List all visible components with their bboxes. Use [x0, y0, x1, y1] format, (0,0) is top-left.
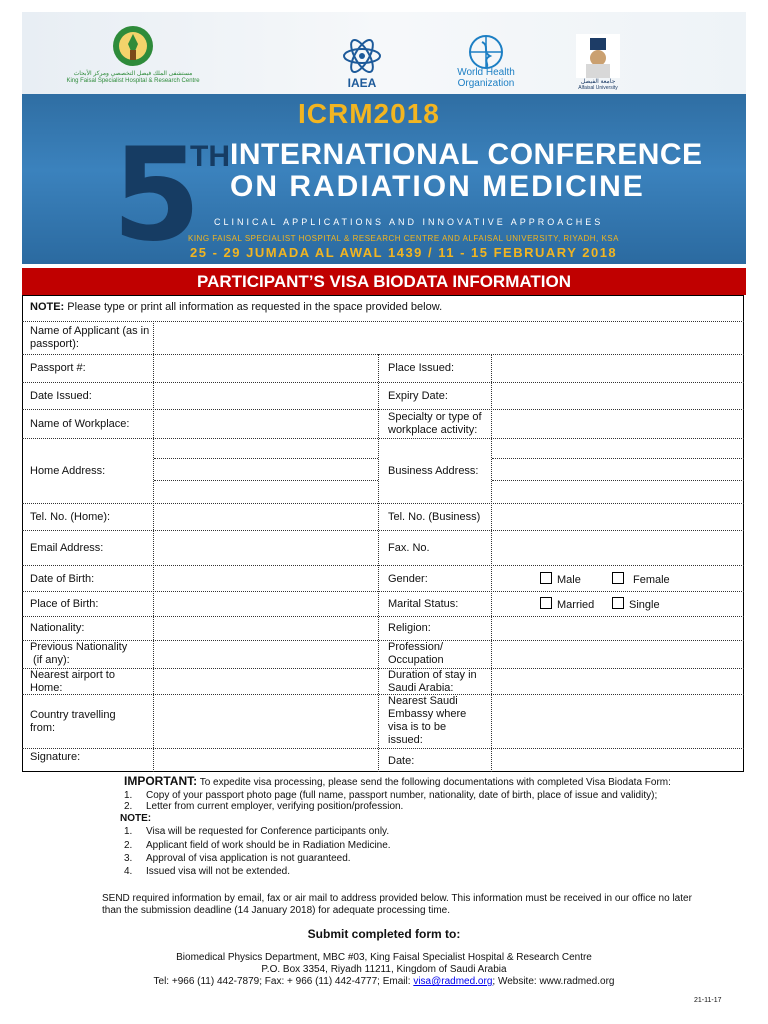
tel-home-field[interactable] [155, 505, 377, 529]
important-item-2: Letter from current employer, verifying position/profession. [146, 801, 404, 812]
address-line2: P.O. Box 3354, Riyadh 11211, Kingdom of Saudi Arabia [261, 964, 507, 975]
label-date: Date: [388, 755, 415, 767]
address-line1: Biomedical Physics Department, MBC #03, King Faisal Specialist Hospital & Research Centre [176, 952, 592, 963]
label-nearest-airport-line1: Nearest airport to [30, 669, 115, 681]
male-label: Male [557, 574, 581, 586]
conference-dates: 25 - 29 JUMADA AL AWAL 1439 / 11 - 15 FEBRUARY 2018 [190, 245, 618, 260]
conference-title-line1: INTERNATIONAL CONFERENCE [230, 138, 703, 171]
note-item-3-num: 3. [124, 853, 133, 864]
important-item-2-num: 2. [124, 801, 133, 812]
label-fax: Fax. No. [388, 542, 430, 554]
gender-male-option[interactable] [540, 572, 581, 586]
conference-venue: KING FAISAL SPECIALIST HOSPITAL & RESEARCH CENTRE AND ALFAISAL UNIVERSITY, RIYADH, KSA [188, 234, 619, 243]
column-divider [491, 354, 492, 772]
label-business-address: Business Address: [388, 465, 479, 477]
note-item-2-num: 2. [124, 840, 133, 851]
label-nearest-airport-line2: Home: [30, 682, 63, 694]
note-item-4: Issued visa will not be extended. [146, 866, 290, 877]
label-tel-home: Tel. No. (Home): [30, 511, 111, 523]
profession-field[interactable] [493, 642, 743, 667]
tel-business-field[interactable] [493, 505, 743, 529]
male-checkbox[interactable] [540, 572, 552, 584]
marital-married-option[interactable] [540, 597, 594, 611]
home-address-field[interactable] [155, 440, 377, 502]
edition-suffix: TH [190, 140, 230, 173]
nationality-field[interactable] [155, 618, 377, 639]
row-divider [22, 382, 744, 383]
signature-field[interactable] [155, 750, 377, 771]
date-issued-field[interactable] [155, 384, 377, 408]
contact-line [0, 976, 768, 988]
conference-title-line2: ON RADIATION MEDICINE [230, 170, 645, 203]
important-label: IMPORTANT: [124, 774, 198, 788]
alfaisal-arabic-name: جامعة الفيصل [580, 79, 616, 85]
note-item-1: Visa will be requested for Conference participants only. [146, 826, 390, 837]
pob-field[interactable] [155, 593, 377, 615]
label-name-of-applicant: Name of Applicant (as in passport): [30, 325, 150, 350]
religion-field[interactable] [493, 618, 743, 639]
label-duration-line2: Saudi Arabia: [388, 682, 454, 694]
email-field[interactable] [155, 532, 377, 564]
label-embassy-line2: Embassy where [388, 708, 467, 720]
row-divider [22, 409, 744, 410]
label-embassy-line3: visa is to be [388, 721, 447, 733]
label-dob: Date of Birth: [30, 573, 95, 585]
note-item-2: Applicant field of work should be in Radiation Medicine. [146, 840, 391, 851]
duration-field[interactable] [493, 670, 743, 693]
row-divider [22, 616, 744, 617]
passport-field[interactable] [155, 356, 377, 380]
dob-field[interactable] [155, 567, 377, 590]
married-label: Married [557, 599, 595, 611]
date-field[interactable] [493, 750, 743, 771]
label-profession [388, 641, 444, 667]
label-signature: Signature: [30, 751, 81, 763]
label-country-line1: Country travelling [30, 709, 116, 721]
row-divider [22, 503, 744, 504]
label-nearest-airport [30, 669, 115, 695]
form-note [30, 301, 442, 313]
fax-field[interactable] [493, 532, 743, 564]
label-previous-nationality [30, 641, 127, 667]
label-marital: Marital Status: [388, 598, 459, 610]
column-divider [153, 321, 154, 772]
label-previous-nationality-line2: (if any): [30, 654, 70, 666]
form-code: 21-11-17 [694, 997, 722, 1004]
who-label-line2: Organization [457, 78, 515, 89]
label-nationality: Nationality: [30, 622, 85, 634]
kfsh-name: King Faisal Specialist Hospital & Research Centre [66, 78, 200, 84]
label-duration [388, 669, 477, 695]
important-text: To expedite visa processing, please send the following documentations with completed Visa Biodata Form: [197, 777, 671, 788]
label-expiry-date: Expiry Date: [388, 390, 448, 402]
female-checkbox[interactable] [612, 572, 624, 584]
row-divider [22, 591, 744, 592]
row-divider [22, 640, 744, 641]
label-specialty: Specialty or type of workplace activity: [388, 411, 482, 436]
email-link[interactable]: visa@radmed.org [413, 976, 493, 987]
label-profession-line1: Profession/ [388, 641, 444, 653]
kfsh-arabic-name: مستشفى الملك فيصل التخصصي ومركز الأبحاث [73, 71, 193, 77]
contact-website: ; Website: www.radmed.org [492, 976, 615, 987]
important-note-label: NOTE: [120, 813, 152, 824]
submit-heading: Submit completed form to: [307, 927, 461, 941]
row-divider [22, 668, 744, 669]
row-divider [22, 530, 744, 531]
column-divider [378, 354, 379, 772]
label-profession-line2: Occupation [388, 654, 444, 666]
name-of-applicant-field[interactable] [155, 323, 742, 352]
workplace-field[interactable] [155, 411, 377, 437]
label-passport: Passport #: [30, 362, 86, 374]
label-tel-business: Tel. No. (Business) [388, 511, 481, 523]
edition-number: 5 [112, 121, 202, 264]
note-item-3: Approval of visa application is not guaranteed. [146, 853, 351, 864]
label-pob: Place of Birth: [30, 598, 99, 610]
label-workplace: Name of Workplace: [30, 418, 130, 430]
single-checkbox[interactable] [612, 597, 624, 609]
conference-banner [22, 12, 746, 264]
row-divider [22, 321, 744, 322]
send-instructions-line1: SEND required information by email, fax or air mail to address provided below. This information must be received in our office no later [102, 893, 692, 904]
label-place-issued: Place Issued: [388, 362, 455, 374]
row-divider [22, 565, 744, 566]
send-instructions-line2: than the submission deadline (14 January 2018) for adequate processing time. [102, 905, 450, 916]
specialty-field[interactable] [493, 411, 743, 437]
label-email: Email Address: [30, 542, 104, 554]
form-title: PARTICIPANT’S VISA BIODATA INFORMATION [22, 268, 746, 295]
important-line [124, 775, 671, 789]
place-issued-field[interactable] [493, 356, 743, 380]
label-gender: Gender: [388, 573, 428, 585]
single-label: Single [629, 599, 660, 611]
embassy-field[interactable] [493, 696, 743, 747]
form-note-text: Please type or print all information as requested in the space provided below. [64, 301, 443, 313]
important-item-1-num: 1. [124, 790, 133, 801]
nearest-airport-field[interactable] [155, 670, 377, 693]
label-religion: Religion: [388, 622, 431, 634]
iaea-label: IAEA [347, 76, 377, 90]
label-embassy-line1: Nearest Saudi [388, 695, 458, 707]
row-divider [22, 354, 744, 355]
who-label-line1: World Health [457, 67, 515, 78]
expiry-date-field[interactable] [493, 384, 743, 408]
note-item-4-num: 4. [124, 866, 133, 877]
icrm-label: ICRM2018 [298, 98, 440, 129]
country-travelling-field[interactable] [155, 696, 377, 747]
married-checkbox[interactable] [540, 597, 552, 609]
marital-single-option[interactable] [612, 597, 660, 611]
label-duration-line1: Duration of stay in [388, 669, 477, 681]
row-divider [22, 438, 744, 439]
label-previous-nationality-line1: Previous Nationality [30, 641, 128, 653]
label-home-address: Home Address: [30, 465, 106, 477]
label-embassy [388, 695, 466, 747]
label-embassy-line4: issued: [388, 734, 423, 746]
previous-nationality-field[interactable] [155, 642, 377, 667]
important-item-1: Copy of your passport photo page (full name, passport number, nationality, date of birth, place of issue and validity); [146, 790, 658, 801]
label-date-issued: Date Issued: [30, 390, 92, 402]
gender-female-option[interactable] [612, 572, 670, 586]
form-note-label: NOTE: [30, 301, 65, 313]
contact-tel-fax: Tel: +966 (11) 442-7879; Fax: + 966 (11) 442-4777; Email: [153, 976, 414, 987]
label-country-travelling [30, 709, 116, 735]
note-item-1-num: 1. [124, 826, 133, 837]
female-label: Female [633, 574, 670, 586]
row-divider [22, 748, 744, 749]
row-divider [22, 694, 744, 695]
business-address-field[interactable] [493, 440, 743, 502]
alfaisal-name: Alfaisal University [578, 85, 618, 91]
conference-subtitle: CLINICAL APPLICATIONS AND INNOVATIVE APPROACHES [214, 217, 604, 227]
label-country-line2: from: [30, 722, 56, 734]
